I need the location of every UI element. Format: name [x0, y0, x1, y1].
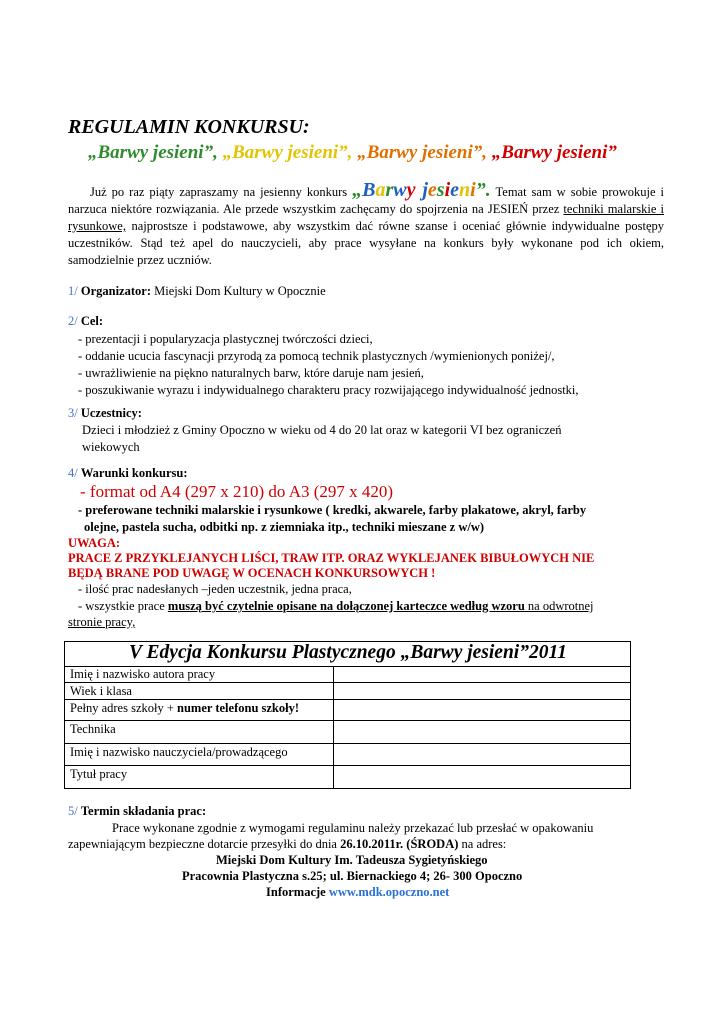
form-row-value-cell[interactable]	[333, 666, 631, 682]
description-line2: stronie pracy,	[68, 615, 136, 629]
section-label: Cel:	[80, 314, 104, 328]
letter: r	[385, 179, 394, 201]
description-line	[78, 598, 594, 615]
section-label: Uczestnicy:	[80, 406, 142, 420]
form-row-value-cell[interactable]	[333, 683, 631, 699]
section-number: 1/	[68, 284, 78, 298]
form-row-label: Wiek i klasa	[70, 684, 132, 698]
form-row-label: Imię i nazwisko autora pracy	[70, 667, 216, 681]
section-label: Organizator:	[80, 284, 151, 298]
warning-text: PRACE Z PRZYKLEJANYCH LIŚCI, TRAW ITP. ORAZ WYKLEJANEK BIBUŁOWYCH NIE	[68, 551, 595, 565]
deadline-line	[68, 836, 506, 853]
section-number: 2/	[68, 314, 78, 328]
form-row-label-bold: numer telefonu szkoły!	[177, 701, 300, 715]
page-title: REGULAMIN KONKURSU:	[68, 116, 310, 138]
letter: i	[444, 179, 451, 201]
intro-start: Już po raz piąty zapraszamy na jesienny konkurs	[90, 185, 348, 199]
subtitle	[88, 142, 617, 164]
form-row	[65, 666, 630, 683]
letter: j	[422, 179, 428, 201]
quote-close: ”.	[475, 179, 491, 201]
techniques-line: olejne, pastela sucha, odbitki np. z ziemniaka itp., techniki mieszane z w/w)	[84, 520, 485, 534]
form-row-label	[70, 701, 299, 716]
section-label: Warunki konkursu:	[80, 466, 188, 480]
info-label: Informacje	[266, 885, 329, 899]
subtitle-part-green: „Barwy jesieni”,	[88, 142, 218, 163]
form-row-label: Technika	[70, 722, 116, 736]
section-deadline	[68, 804, 206, 819]
deadline-line-start: zapewniającym bezpieczne dotarcie przesyłki do dnia	[68, 837, 341, 851]
section-goal	[68, 314, 103, 329]
letter: i	[470, 179, 476, 201]
subtitle-part-red: „Barwy jesieni”	[491, 142, 617, 163]
section-text: Miejski Dom Kultury w Opocznie	[150, 284, 326, 298]
form-row	[65, 700, 630, 721]
warning-text: BĘDĄ BRANE POD UWAGĘ W OCENACH KONKURSOWYCH !	[68, 566, 436, 580]
section-organizer	[68, 284, 326, 299]
form-row-value-cell[interactable]	[333, 721, 631, 743]
form-title: V Edycja Konkursu Plastycznego „Barwy jesieni”2011	[129, 642, 567, 663]
info-line	[266, 884, 449, 901]
section-number: 3/	[68, 406, 78, 420]
subtitle-part-yellow: „Barwy jesieni”,	[222, 142, 353, 163]
letter: e	[450, 179, 460, 201]
form-row	[65, 683, 630, 700]
participants-line: wiekowych	[82, 440, 140, 454]
goal-item: - prezentacji i popularyzacja plastycznej twórczości dzieci,	[78, 332, 373, 346]
entry-form-table	[64, 641, 631, 789]
section-number: 5/	[68, 804, 78, 818]
address-line: Pracownia Plastyczna s.25; ul. Biernackiego 4; 26- 300 Opoczno	[182, 869, 523, 883]
goal-item: - oddanie ucucia fascynacji przyrodą za pomocą technik plastycznych /wymienionych poniżej/,	[78, 349, 555, 363]
form-row	[65, 721, 630, 744]
intro-paragraph	[68, 179, 665, 269]
website-link[interactable]: www.mdk.opoczno.net	[328, 885, 450, 899]
description-start: - wszystkie prace	[78, 599, 168, 613]
goal-item: - poszukiwanie wyrazu i indywidualnego charakteru pracy rozwijającego indywidualność jednostki,	[78, 383, 579, 397]
letter: e	[427, 179, 437, 201]
goal-item: - uwrażliwienie na piękno naturalnych barw, które daruje nam jesień,	[78, 366, 424, 380]
form-row	[65, 744, 630, 766]
deadline-date: 26.10.2011r. (ŚRODA)	[340, 837, 459, 851]
intro-underlined: techniki malarskie i rysunkowe,	[68, 202, 664, 233]
form-row-label-text: Pełny adres szkoły +	[70, 701, 178, 715]
quote-open: „	[352, 179, 363, 201]
section-conditions	[68, 466, 188, 481]
section-label: Termin składania prac:	[80, 804, 207, 818]
letter: w	[393, 179, 407, 201]
description-bold: muszą być czytelnie opisane na dołączonej karteczce według wzoru	[167, 599, 525, 613]
format-line: - format od A4 (297 x 210) do A3 (297 x 420)	[80, 482, 394, 501]
letter: B	[362, 179, 376, 201]
form-row-value-cell[interactable]	[333, 744, 631, 765]
warning-label: UWAGA:	[68, 536, 121, 550]
form-row-value-cell[interactable]	[333, 700, 631, 720]
subtitle-part-orange: „Barwy jesieni”,	[357, 142, 488, 163]
letter: s	[436, 179, 445, 201]
form-row	[65, 766, 630, 788]
form-row-label: Tytuł pracy	[70, 767, 128, 781]
deadline-line: Prace wykonane zgodnie z wymogami regulaminu należy przekazać lub przesłać w opakowaniu	[112, 821, 594, 835]
description-end: na odwrotnej	[524, 599, 594, 613]
address-line: Miejski Dom Kultury Im. Tadeusza Sygietyńskiego	[216, 853, 488, 867]
participants-line: Dzieci i młodzież z Gminy Opoczno w wieku od 4 do 20 lat oraz w kategorii VI bez ograniczeń	[82, 423, 562, 437]
section-number: 4/	[68, 466, 78, 480]
letter: y	[406, 179, 416, 201]
form-row-value-cell[interactable]	[333, 766, 631, 788]
intro-mid: Temat sam w sobie prowokuje i narzuca niektóre rozwiązania. Ale przede wszystkim zachęcamy do spojrzenia na JESIEŃ przez	[68, 185, 665, 216]
intro-end: najprostsze i podstawowe, aby wszystkim dać równe szanse i oceniać głównie indywidualne postępy uczestników. Stąd też apel do nauczycieli, aby prace wysyłane na konkurs były wykonane pod ich okiem, samodzielnie przez uczniów.	[68, 219, 664, 267]
techniques-line: - preferowane techniki malarskie i rysunkowe ( kredki, akwarele, farby plakatowe, akryl, farby	[78, 503, 587, 517]
count-line: - ilość prac nadesłanych –jeden uczestnik, jedna praca,	[78, 582, 352, 596]
section-participants	[68, 406, 142, 421]
letter: a	[375, 179, 386, 201]
form-row-label: Imię i nazwisko nauczyciela/prowadzącego	[70, 745, 288, 759]
form-title-row	[65, 642, 630, 667]
deadline-line-end: na adres:	[458, 837, 507, 851]
letter: n	[459, 179, 471, 201]
contest-name-colored	[352, 179, 491, 201]
